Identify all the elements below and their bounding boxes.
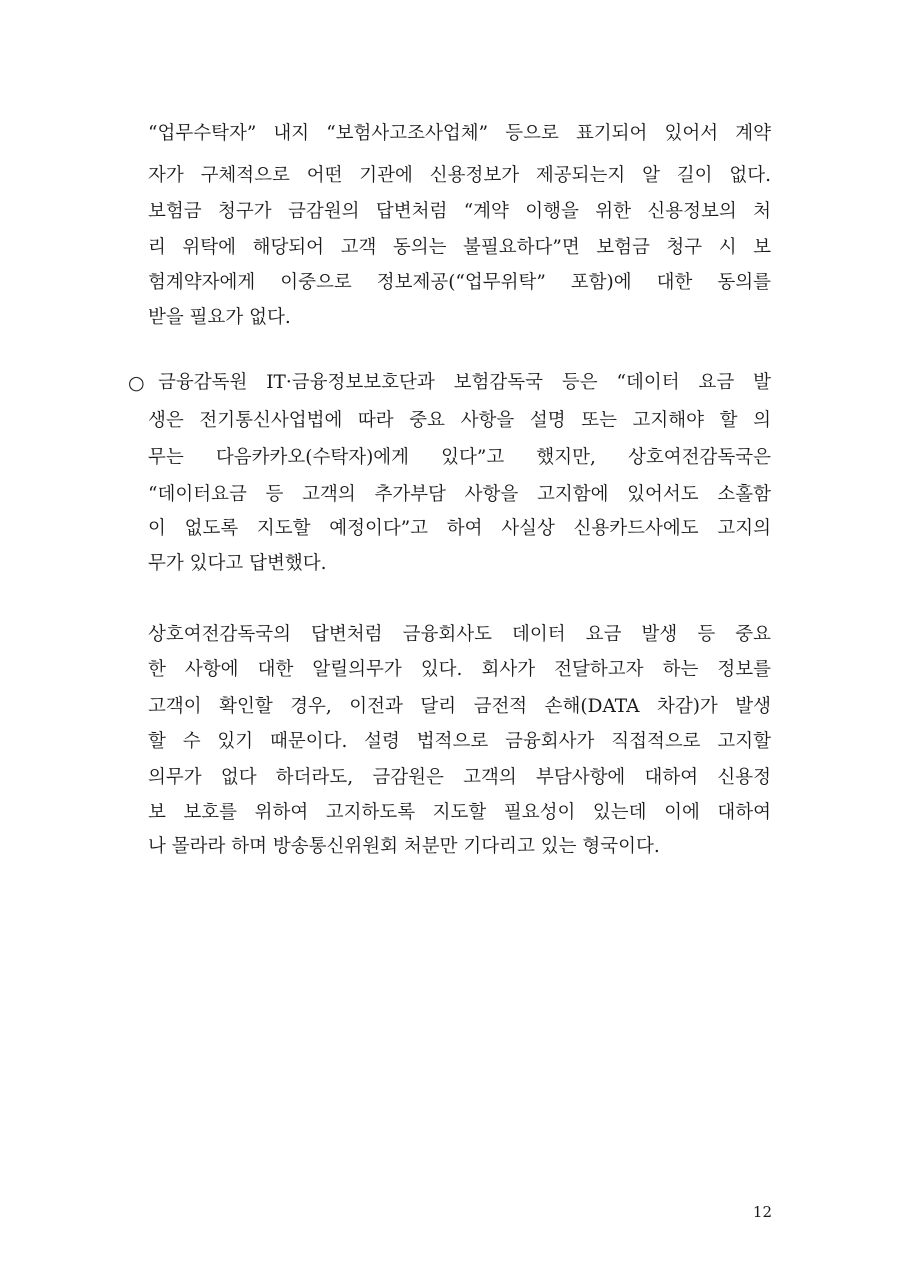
paragraph-3-line-6: 보 보호를 위하여 고지하도록 지도할 필요성이 있는데 이에 대하여: [148, 802, 771, 823]
paragraph-3-line-1: 상호여전감독국의 답변처럼 금융회사도 데이터 요금 발생 등 중요: [148, 624, 771, 645]
page-number: 12: [752, 1203, 772, 1221]
paragraph-2-line-6: 무가 있다고 답변했다.: [148, 553, 327, 574]
paragraph-1-line-3: 보험금 청구가 금감원의 답변처럼 “계약 이행을 위한 신용정보의 처: [148, 201, 771, 222]
paragraph-1-line-5: 험계약자에게 이중으로 정보제공(“업무위탁” 포함)에 대한 동의를: [148, 272, 771, 293]
paragraph-1-line-6: 받을 필요가 없다.: [148, 307, 291, 328]
paragraph-2-line-3: 무는 다음카카오(수탁자)에게 있다”고 했지만, 상호여전감독국은: [148, 447, 771, 468]
paragraph-3-line-4: 할 수 있기 때문이다. 설령 법적으로 금융회사가 직접적으로 고지할: [148, 731, 771, 752]
paragraph-3-line-5: 의무가 없다 하더라도, 금감원은 고객의 부담사항에 대하여 신용정: [148, 767, 771, 788]
paragraph-1-line-1: “업무수탁자” 내지 “보험사고조사업체” 등으로 표기되어 있어서 계약: [148, 123, 771, 144]
paragraph-3-line-2: 한 사항에 대한 알릴의무가 있다. 회사가 전달하고자 하는 정보를: [148, 659, 771, 680]
paragraph-1-line-2: 자가 구체적으로 어떤 기관에 신용정보가 제공되는지 알 길이 없다.: [148, 165, 771, 186]
paragraph-2-line-1: 금융감독원 IT·금융정보보호단과 보험감독국 등은 “데이터 요금 발: [158, 372, 771, 393]
paragraph-2-line-4: “데이터요금 등 고객의 추가부담 사항을 고지함에 있어서도 소홀함: [148, 484, 771, 505]
paragraph-1-line-4: 리 위탁에 해당되어 고객 동의는 불필요하다”면 보험금 청구 시 보: [148, 237, 771, 258]
paragraph-2-line-2: 생은 전기통신사업법에 따라 중요 사항을 설명 또는 고지해야 할 의: [148, 410, 771, 431]
paragraph-3-line-7: 나 몰라라 하며 방송통신위원회 처분만 기다리고 있는 형국이다.: [148, 836, 660, 857]
paragraph-2-line-5: 이 없도록 지도할 예정이다”고 하여 사실상 신용카드사에도 고지의: [148, 518, 771, 539]
paragraph-3-line-3: 고객이 확인할 경우, 이전과 달리 금전적 손해(DATA 차감)가 발생: [148, 696, 771, 717]
circle-bullet-icon: ○: [128, 372, 145, 394]
